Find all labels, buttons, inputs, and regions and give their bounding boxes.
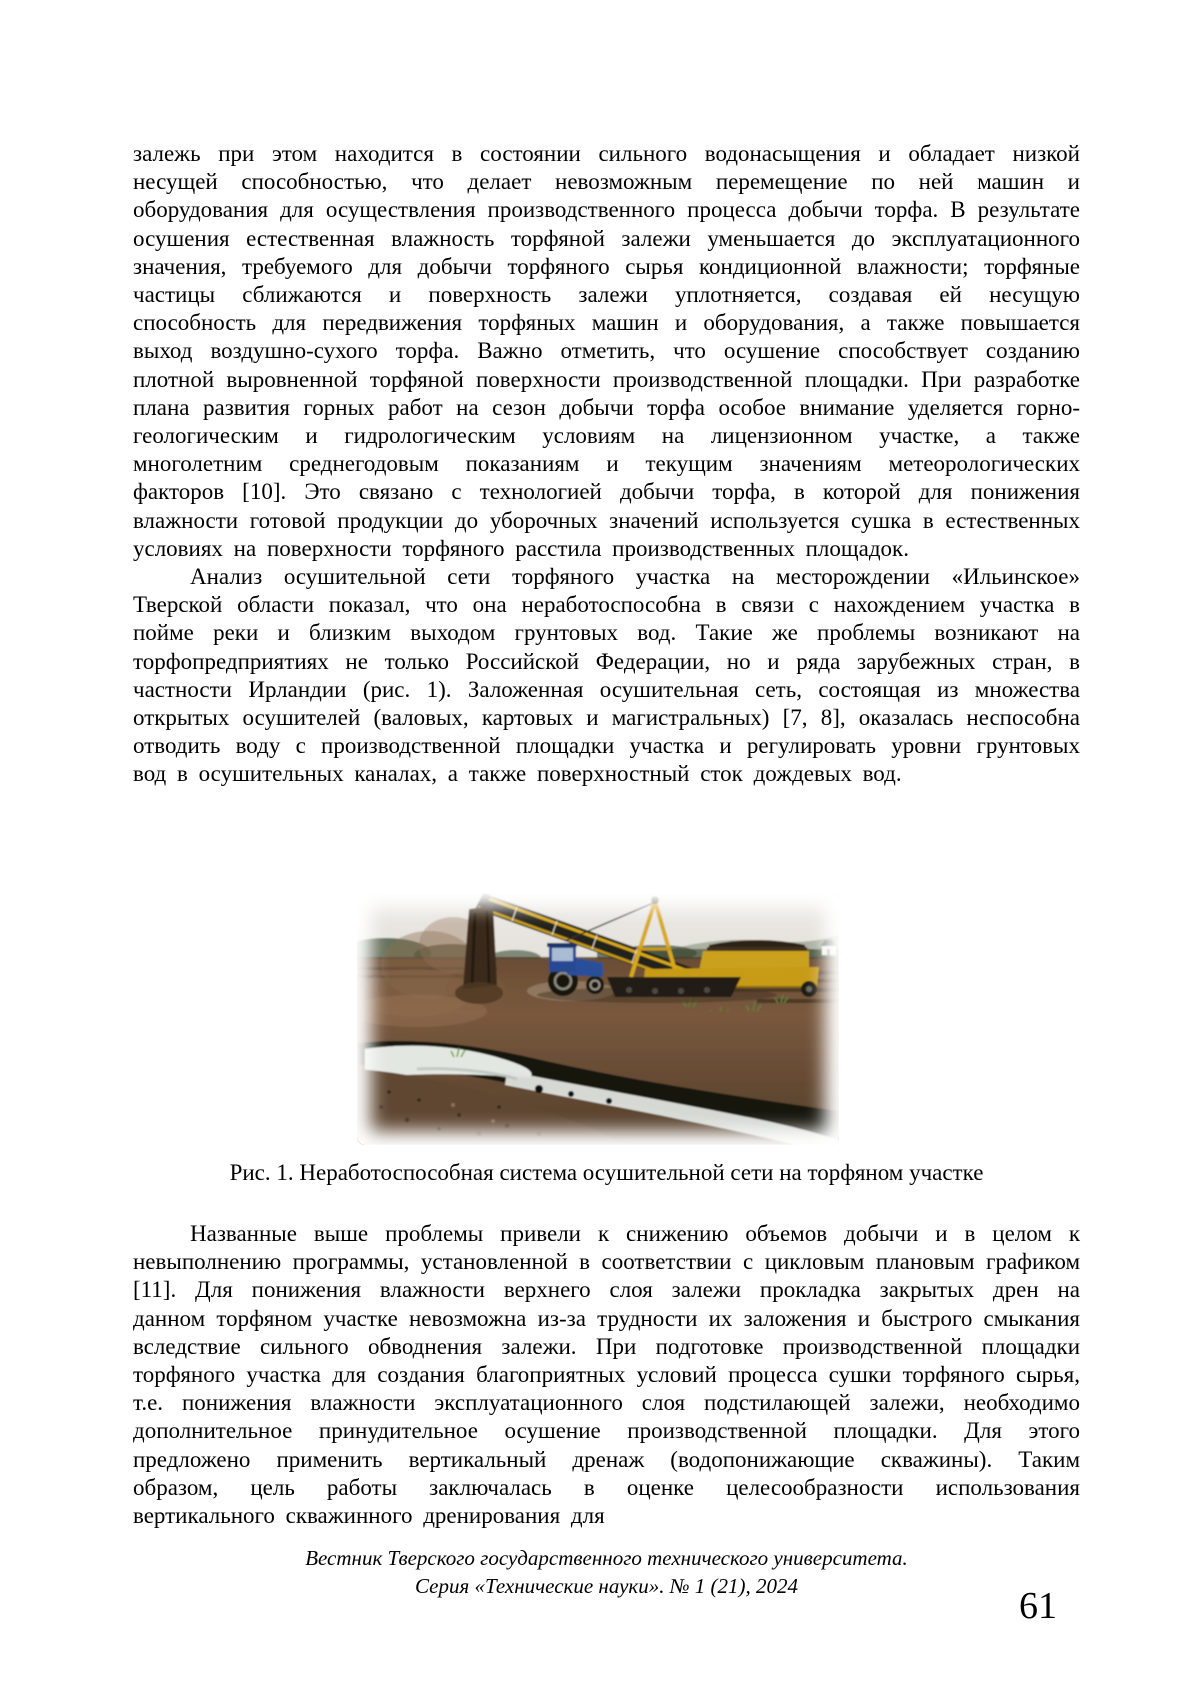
figure-1 <box>357 893 839 1145</box>
paragraph-3: Названные выше проблемы привели к снижению объемов добычи и в целом к невыполнению программы, установленной в соответствии с цикловым плановым графиком [11]. Для понижения влажности верхнего слоя залежи прокладка закрытых дрен на данном торфяном участке невозможна из-за трудности их заложения и быстрого смыкания вследствие сильного обводнения залежи. При подготовке производственной площадки торфяного участка для создания благоприятных условий процесса сушки торфяного сырья, т.е. понижения влажности эксплуатационного слоя подстилающей залежи, необходимо дополнительное принудительное осушение производственной площадки. Для этого предложено применить вертикальный дренаж (водопонижающие скважины). Таким образом, цель работы заключалась в оценке целесообразности использования вертикального скважинного дренирования для <box>133 1221 1080 1529</box>
page-content <box>133 140 1080 789</box>
peat-field-photo-illustration <box>357 893 839 1145</box>
paragraph-2: Анализ осушительной сети торфяного участка на месторождении «Ильинское» Тверской области показал, что она неработоспособна в связи с нахождением участка в пойме реки и близким выходом грунтовых вод. Такие же проблемы возникают на торфопредприятиях не только Российской Федерации, но и ряда зарубежных стран, в частности Ирландии (рис. 1). Заложенная осушительная сеть, состоящая из множества открытых осушителей (валовых, картовых и магистральных) [7, 8], оказалась неспособна отводить воду с производственной площадки участка и регулировать уровни грунтовых вод в осушительных каналах, а также поверхностный сток дождевых вод. <box>133 564 1080 787</box>
journal-footer-line1: Вестник Тверского государственного технического университета. <box>305 1546 908 1570</box>
page-number: 61 <box>1019 1585 1057 1627</box>
figure-1-photo <box>357 893 839 1145</box>
photo-crawler-tracks <box>607 977 741 997</box>
paragraph-1: залежь при этом находится в состоянии сильного водонасыщения и обладает низкой несущей способностью, что делает невозможным перемещение по ней машин и оборудования для осуществления производственного процесса добычи торфа. В результате осушения естественная влажность торфяной залежи уменьшается до эксплуатационного значения, требуемого для добычи торфяного сырья кондиционной влажности; торфяные частицы сближаются и поверхность залежи уплотняется, создавая ей несущую способность для передвижения торфяных машин и оборудования, а также повышается выход воздушно-сухого торфа. Важно отметить, что осушение способствует созданию плотной выровненной торфяной поверхности производственной площадки. При разработке плана развития горных работ на сезон добычи торфа особое внимание уделяется горно-геологическим и гидрологическим условиям на лицензионном участке, а также многолетним среднегодовым показаниям и текущим значениям метеорологических факторов [10]. Это связано с технологией добычи торфа, в которой для понижения влажности готовой продукции до уборочных значений используется сушка в естественных условиях на поверхности торфяного расстила производственных площадок. <box>133 141 1080 561</box>
figure-1-caption: Рис. 1. Неработоспособная система осушительной сети на торфяном участке <box>229 1160 984 1185</box>
journal-footer-line2: Серия «Технические науки». № 1 (21), 2024 <box>414 1574 799 1598</box>
